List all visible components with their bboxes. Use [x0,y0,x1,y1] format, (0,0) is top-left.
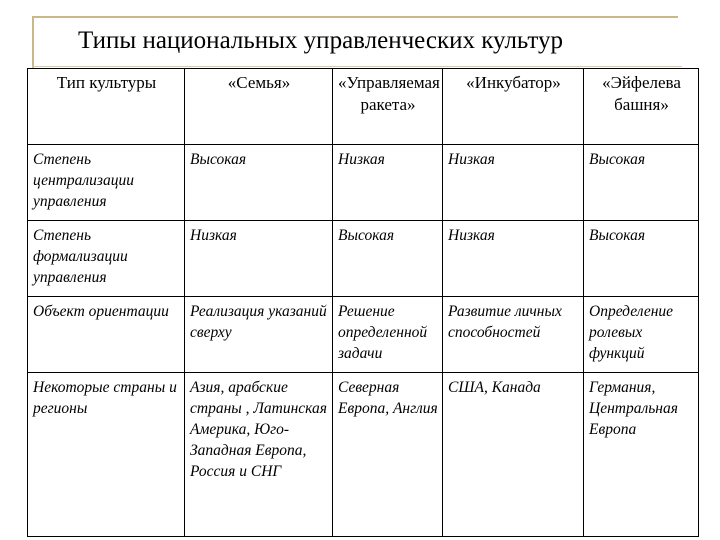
cell-family: Реализация указаний сверху [185,297,333,373]
header-family: «Семья» [185,69,333,145]
cell-incubator: Низкая [443,221,584,297]
page-title: Типы национальных управленческих культур [78,27,563,54]
cell-incubator: США, Канада [443,373,584,537]
cell-incubator: Низкая [443,145,584,221]
cell-eiffel-tower: Высокая [584,221,699,297]
cell-guided-missile: Высокая [333,221,443,297]
row-label: Объект ориентации [28,297,185,373]
table-row [28,221,699,297]
row-label: Степень формализации управления [28,221,185,297]
header-eiffel-tower: «Эйфелева башня» [584,69,699,145]
decorative-title-underline [32,66,682,67]
header-culture-type: Тип культуры [28,69,185,145]
table-row [28,297,699,373]
decorative-top-line [32,16,678,18]
cell-family: Низкая [185,221,333,297]
cell-family: Азия, арабские страны , Латинская Америка, Юго-Западная Европа, Россия и СНГ [185,373,333,537]
header-guided-missile: «Управляемая ракета» [333,69,443,145]
table-row [28,373,699,537]
culture-types-table [27,68,699,537]
cell-family: Высокая [185,145,333,221]
table-row [28,145,699,221]
row-label: Некоторые страны и регионы [28,373,185,537]
cell-incubator: Развитие личных способностей [443,297,584,373]
cell-guided-missile: Северная Европа, Англия [333,373,443,537]
cell-guided-missile: Решение определенной задачи [333,297,443,373]
cell-eiffel-tower: Определение ролевых функций [584,297,699,373]
decorative-left-line [32,16,34,68]
header-incubator: «Инкубатор» [443,69,584,145]
cell-eiffel-tower: Германия, Центральная Европа [584,373,699,537]
row-label: Степень централизации управления [28,145,185,221]
cell-eiffel-tower: Высокая [584,145,699,221]
table-header-row [28,69,699,145]
cell-guided-missile: Низкая [333,145,443,221]
